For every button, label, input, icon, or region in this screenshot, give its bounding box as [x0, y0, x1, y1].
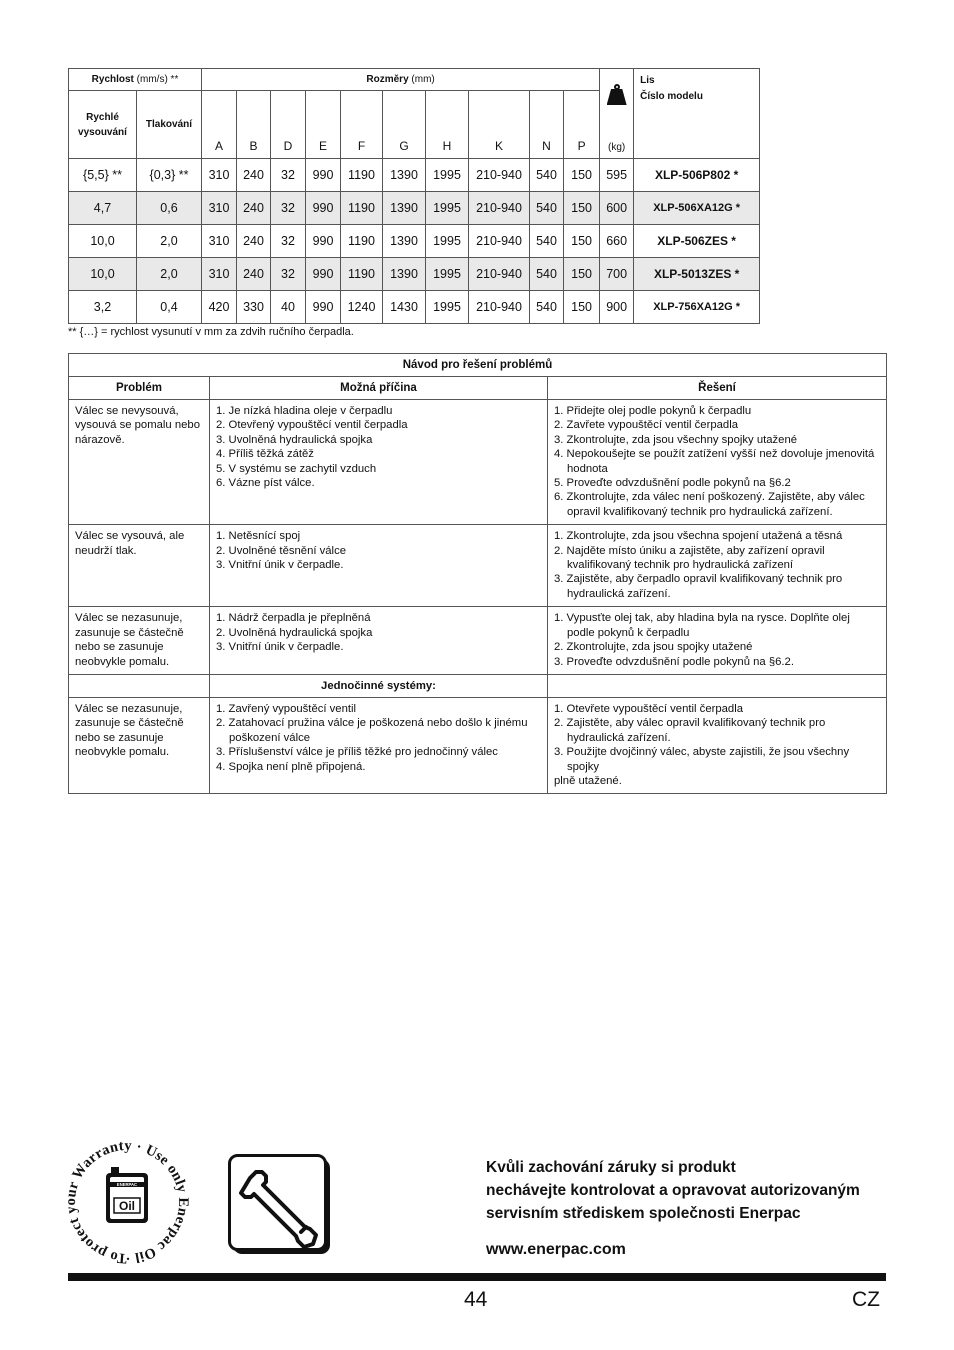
list-item: 3. Zajistěte, aby čerpadlo opravil kvalifikovaný technik pro hydraulická zařízení.	[554, 573, 843, 600]
dim-letter: G	[383, 91, 426, 159]
cause-cell	[210, 607, 548, 675]
spec-cell: 595	[600, 159, 634, 192]
footer-rule	[68, 1273, 886, 1281]
spec-row	[69, 225, 760, 258]
problem-cell: Válec se vysouvá, ale neudrží tlak.	[69, 525, 210, 607]
spec-cell: 310	[202, 192, 237, 225]
list-item: 1. Vypusťte olej tak, aby hladina byla na rysce. Doplňte olej podle pokynů k čerpadlu	[554, 612, 850, 639]
spec-cell: 240	[237, 159, 271, 192]
spec-cell: 310	[202, 159, 237, 192]
spec-cell: 240	[237, 258, 271, 291]
table-row	[69, 525, 887, 607]
spec-cell: 1995	[426, 291, 469, 324]
spec-cell: 660	[600, 225, 634, 258]
list-item: 2. Uvolněné těsnění válce	[216, 544, 346, 557]
model-number: XLP-756XA12G *	[634, 291, 760, 324]
table-row	[69, 607, 887, 675]
dim-letter: A	[202, 91, 237, 159]
spec-cell: 3,2	[69, 291, 137, 324]
dim-letter: K	[469, 91, 530, 159]
spec-cell: 1390	[383, 225, 426, 258]
list-item: 2. Zkontrolujte, zda jsou spojky utažené	[554, 641, 753, 654]
spec-cell: 330	[237, 291, 271, 324]
list-item: 1. Přidejte olej podle pokynů k čerpadlu	[554, 405, 752, 417]
spec-cell: 2,0	[137, 225, 202, 258]
spec-cell: 40	[271, 291, 306, 324]
list-item: 3. Vnitřní únik v čerpadle.	[216, 559, 344, 572]
seal-ring-text: To protect your Warranty · Use only Enerpac Oil ·	[63, 1138, 192, 1266]
spec-cell: 32	[271, 159, 306, 192]
cause-cell	[210, 525, 548, 607]
speed-footnote: ** {…} = rychlost vysunutí v mm za zdvih ručního čerpadla.	[68, 326, 354, 338]
troubleshooting-title: Návod pro řešení problémů	[69, 354, 887, 377]
spec-cell: 990	[306, 159, 341, 192]
dim-letter: P	[564, 91, 600, 159]
solution-cell	[548, 697, 887, 793]
section-row	[69, 674, 887, 697]
spec-row	[69, 192, 760, 225]
table-row	[69, 400, 887, 525]
spec-cell: 240	[237, 192, 271, 225]
col-cause: Možná příčina	[210, 377, 548, 400]
spec-cell: 210-940	[469, 225, 530, 258]
list-item: 3. Použijte dvojčinný válec, abyste zajistili, že jsou všechny spojky	[554, 746, 850, 773]
model-number: XLP-506P802 *	[634, 159, 760, 192]
spec-cell: 1430	[383, 291, 426, 324]
problem-cell: Válec se nezasunuje, zasunuje se částečně nebo se zasunuje neobvykle pomalu.	[69, 697, 210, 793]
spec-cell: 540	[530, 159, 564, 192]
list-item: 1. Je nízká hladina oleje v čerpadlu	[216, 405, 393, 417]
list-item: 2. Najděte místo úniku a zajistěte, aby zařízení opravil kvalifikovaný technik pro hydraulická zařízení	[554, 544, 825, 572]
spec-cell: 150	[564, 159, 600, 192]
col-problem: Problém	[69, 377, 210, 400]
spec-cell: 310	[202, 225, 237, 258]
troubleshooting-table	[68, 353, 887, 794]
spec-cell: 1995	[426, 258, 469, 291]
spec-cell: 32	[271, 258, 306, 291]
weight-header: (kg)	[600, 69, 634, 159]
spec-cell: 32	[271, 225, 306, 258]
language-code: CZ	[852, 1288, 880, 1311]
list-item: 5. Proveďte odvzdušnění podle pokynů na §6.2	[554, 477, 791, 490]
list-item: 2. Zatahovací pružina válce je poškozená nebo došlo k jinému poškození válce	[216, 717, 528, 744]
pressure-header: Tlakování	[137, 91, 202, 159]
service-notice: Kvůli zachování záruky si produkt nechávejte kontrolovat a opravovat autorizovaným servisním střediskem společnosti Enerpac	[486, 1159, 860, 1222]
spec-cell: 0,6	[137, 192, 202, 225]
spec-cell: 310	[202, 258, 237, 291]
spec-cell: 1240	[341, 291, 383, 324]
dimensions-header: Rozměry (mm)	[202, 69, 600, 91]
list-item: 3. Uvolněná hydraulická spojka	[216, 433, 373, 446]
specifications-table	[68, 68, 760, 324]
spec-cell: {5,5} **	[69, 159, 137, 192]
spec-cell: 1995	[426, 159, 469, 192]
speed-header: Rychlost (mm/s) **	[69, 69, 202, 91]
weight-icon	[607, 84, 627, 106]
spec-row	[69, 291, 760, 324]
dim-letter: D	[271, 91, 306, 159]
spec-cell: 150	[564, 258, 600, 291]
spec-cell: 900	[600, 291, 634, 324]
dim-letter: B	[237, 91, 271, 159]
spec-cell: 540	[530, 291, 564, 324]
list-item: 4. Příliš těžká zátěž	[216, 448, 314, 461]
list-item: 4. Nepokoušejte se použít zatížení vyšší než dovoluje jmenovitá hodnota	[554, 448, 875, 475]
list-item: 3. Příslušenství válce je příliš těžké pro jednočinný válec	[216, 746, 498, 759]
spec-cell: 210-940	[469, 258, 530, 291]
oil-can-icon	[106, 1167, 148, 1223]
list-item: 1. Otevřete vypouštěcí ventil čerpadla	[554, 702, 744, 715]
spec-cell: 240	[237, 225, 271, 258]
list-item: 1. Nádrž čerpadla je přeplněná	[216, 612, 371, 625]
cause-cell	[210, 400, 548, 525]
problem-cell: Válec se nevysouvá, vysouvá se pomalu nebo nárazově.	[69, 400, 210, 525]
spec-cell: 990	[306, 291, 341, 324]
list-item: 2. Zavřete vypouštěcí ventil čerpadla	[554, 419, 738, 432]
spec-cell: 32	[271, 192, 306, 225]
spec-cell: 990	[306, 258, 341, 291]
spec-cell: 540	[530, 192, 564, 225]
table-row	[69, 697, 887, 793]
dim-letter: H	[426, 91, 469, 159]
spec-row	[69, 159, 760, 192]
list-item: 4. Spojka není plně připojená.	[216, 760, 366, 773]
solution-cell	[548, 525, 887, 607]
svg-text:ENERPAC: ENERPAC	[116, 1182, 138, 1187]
spec-cell: 1190	[341, 225, 383, 258]
spec-cell: 0,4	[137, 291, 202, 324]
spec-cell: 10,0	[69, 258, 137, 291]
spec-cell: 1190	[341, 192, 383, 225]
spec-cell: 210-940	[469, 159, 530, 192]
spec-cell: 1390	[383, 258, 426, 291]
spec-cell: 210-940	[469, 291, 530, 324]
solution-cell	[548, 607, 887, 675]
spec-cell: 540	[530, 258, 564, 291]
model-number: XLP-506ZES *	[634, 225, 760, 258]
spec-cell: {0,3} **	[137, 159, 202, 192]
spec-cell: 1390	[383, 159, 426, 192]
solution-cell	[548, 400, 887, 525]
spec-cell: 1190	[341, 159, 383, 192]
list-item: 5. V systému se zachytil vzduch	[216, 462, 377, 475]
dim-letter: N	[530, 91, 564, 159]
warranty-oil-seal	[62, 1138, 192, 1266]
col-solution: Řešení	[548, 377, 887, 400]
list-item: 2. Zajistěte, aby válec opravil kvalifikovaný technik pro hydraulická zařízení.	[554, 717, 826, 744]
model-number: XLP-5013ZES *	[634, 258, 760, 291]
spec-cell: 990	[306, 192, 341, 225]
list-item: 2. Otevřený vypouštěcí ventil čerpadla	[216, 419, 408, 432]
website-link[interactable]: www.enerpac.com	[486, 1241, 626, 1258]
spec-cell: 1390	[383, 192, 426, 225]
spec-cell: 1995	[426, 225, 469, 258]
list-item: 3. Vnitřní únik v čerpadle.	[216, 641, 344, 654]
list-item: 2. Uvolněná hydraulická spojka	[216, 626, 373, 639]
spec-cell: 10,0	[69, 225, 137, 258]
dim-letter: E	[306, 91, 341, 159]
spec-cell: 990	[306, 225, 341, 258]
list-item: 3. Proveďte odvzdušnění podle pokynů na §6.2.	[554, 655, 794, 668]
spec-cell: 4,7	[69, 192, 137, 225]
list-item: 3. Zkontrolujte, zda jsou všechny spojky utažené	[554, 433, 798, 446]
spec-cell: 2,0	[137, 258, 202, 291]
spec-cell: 700	[600, 258, 634, 291]
dim-letter: F	[341, 91, 383, 159]
list-item: 1. Zkontrolujte, zda jsou všechna spojení utažená a těsná	[554, 530, 843, 543]
section-single-acting: Jednočinné systémy:	[210, 674, 548, 697]
spec-cell: 150	[564, 225, 600, 258]
spec-row	[69, 258, 760, 291]
problem-cell: Válec se nezasunuje, zasunuje se částečně nebo se zasunuje neobvykle pomalu.	[69, 607, 210, 675]
list-item: 1. Netěsnící spoj	[216, 530, 301, 543]
spec-cell: 1190	[341, 258, 383, 291]
model-number: XLP-506XA12G *	[634, 192, 760, 225]
list-item: 1. Zavřený vypouštěcí ventil	[216, 702, 357, 715]
spec-cell: 210-940	[469, 192, 530, 225]
spec-cell: 150	[564, 291, 600, 324]
list-item: 6. Vázne píst válce.	[216, 477, 315, 490]
page-number: 44	[464, 1288, 488, 1311]
svg-text:Oil: Oil	[118, 1199, 136, 1213]
list-item: plně utažené.	[554, 774, 622, 787]
spec-cell: 600	[600, 192, 634, 225]
cause-cell	[210, 697, 548, 793]
model-header: Lis Číslo modelu	[634, 69, 760, 159]
wrench-icon	[228, 1154, 332, 1256]
spec-cell: 540	[530, 225, 564, 258]
rapid-extend-header: Rychlé vysouvání	[69, 91, 137, 159]
spec-cell: 1995	[426, 192, 469, 225]
list-item: 6. Zkontrolujte, zda válec není poškozený. Zajistěte, aby válec opravil kvalifikovaný technik pro hydraulická zařízení.	[554, 491, 865, 518]
spec-cell: 420	[202, 291, 237, 324]
spec-cell: 150	[564, 192, 600, 225]
